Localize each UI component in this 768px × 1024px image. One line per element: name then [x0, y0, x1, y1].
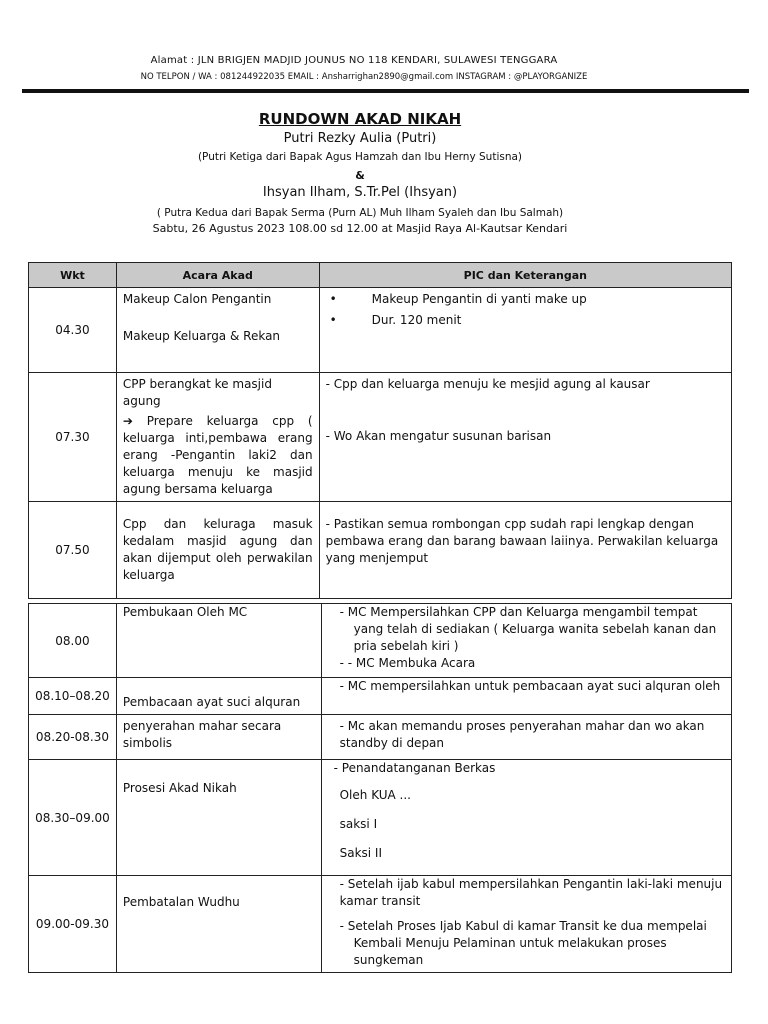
- pic-cell: [319, 502, 731, 599]
- time-cell: 07.50: [29, 502, 117, 599]
- pic-line: Makeup Pengantin di yanti make up: [371, 292, 587, 306]
- pic-line: - Penandatanganan Berkas: [333, 761, 496, 775]
- pic-cell: [321, 678, 731, 715]
- time-cell: 04.30: [29, 288, 117, 373]
- pic-line: - Cpp dan keluarga menuju ke mesjid agung al kausar: [325, 377, 650, 391]
- pic-line: - MC Mempersilahkan CPP dan Keluarga mengambil tempat: [339, 605, 698, 619]
- bride-name: Putri Rezky Aulia (Putri): [283, 131, 437, 146]
- pic-cell: [319, 288, 731, 373]
- pic-line: - Mc akan memandu proses penyerahan mahar dan wo akan standby di depan: [339, 719, 705, 750]
- acara-line: Makeup Calon Pengantin: [122, 292, 272, 306]
- pic-cell: [321, 876, 731, 973]
- table-row: [29, 604, 732, 678]
- table-header-row: [29, 263, 732, 288]
- acara-cell: [116, 373, 319, 502]
- acara-cell: [116, 760, 321, 876]
- pic-line: - Pastikan semua rombongan cpp sudah rapi lengkap dengan pembawa erang dan barang bawaan laiinya. Perwakilan keluarga yang menjemput: [325, 517, 719, 565]
- address-line: Alamat : JLN BRIGJEN MADJID JOUNUS NO 118 KENDARI, SULAWESI TENGGARA: [150, 55, 558, 66]
- pic-line: - Setelah Proses Ijab Kabul di kamar Transit ke dua mempelai: [339, 919, 707, 933]
- acara-cell: [116, 604, 321, 678]
- header-pic: PIC dan Keterangan: [319, 263, 731, 288]
- acara-line: Pembatalan Wudhu: [122, 895, 240, 909]
- pic-cell: [321, 604, 731, 678]
- pic-line: Dur. 120 menit: [371, 313, 462, 327]
- pic-cell: [321, 715, 731, 760]
- acara-line: Cpp dan keluraga masuk kedalam masjid agung dan akan dijemput oleh perwakilan keluarga: [122, 517, 313, 582]
- time-cell: 09.00-09.30: [29, 876, 117, 973]
- date-place: Sabtu, 26 Agustus 2023 108.00 sd 12.00 at Masjid Raya Al-Kautsar Kendari: [152, 222, 568, 235]
- pic-line: - Setelah ijab kabul mempersilahkan Pengantin laki-laki menuju kamar transit: [339, 877, 723, 908]
- table-row: [29, 373, 732, 502]
- pic-line: Saksi II: [339, 846, 383, 860]
- table-row: [29, 288, 732, 373]
- pic-line: - MC mempersilahkan untuk pembacaan ayat suci alquran oleh: [339, 679, 721, 693]
- groom-parents: ( Putra Kedua dari Bapak Serma (Purn AL) Muh Ilham Syaleh dan Ibu Salmah): [156, 207, 564, 219]
- pic-line: - Wo Akan mengatur susunan barisan: [325, 429, 552, 443]
- acara-line: Makeup Keluarga & Rekan: [122, 329, 281, 343]
- time-cell: 08.00: [29, 604, 117, 678]
- pic-line: Oleh KUA ...: [339, 788, 411, 802]
- acara-line: Pembukaan Oleh MC: [122, 605, 248, 619]
- table-row: [29, 715, 732, 760]
- time-cell: 08.30–09.00: [29, 760, 117, 876]
- pic-line: yang telah di sediakan ( Keluarga wanita sebelah kanan dan: [353, 622, 717, 636]
- time-cell: 08.10–08.20: [29, 678, 117, 715]
- header-wkt: Wkt: [29, 263, 117, 288]
- document-title: RUNDOWN AKAD NIKAH: [258, 110, 462, 128]
- acara-line: penyerahan mahar secara simbolis: [122, 719, 282, 750]
- header-divider: [22, 89, 749, 93]
- pic-line: pria sebelah kiri ): [353, 639, 459, 653]
- acara-cell: [116, 715, 321, 760]
- contact-line: NO TELPON / WA : 081244922035 EMAIL : Ansharrighan2890@gmail.com INSTAGRAM : @PLAYORGANIZE: [140, 72, 588, 82]
- acara-cell: [116, 502, 319, 599]
- rundown-table-1: [28, 262, 732, 599]
- acara-line: Pembacaan ayat suci alquran: [122, 695, 301, 709]
- table-row: [29, 760, 732, 876]
- pic-cell: [321, 760, 731, 876]
- acara-cell: [116, 288, 319, 373]
- pic-cell: [319, 373, 731, 502]
- acara-line: ➔ Prepare keluarga cpp ( keluarga inti,pembawa erang erang -Pengantin laki2 dan keluarga menuju ke masjid agung bersama keluarga: [122, 414, 313, 496]
- acara-cell: [116, 678, 321, 715]
- bride-parents: (Putri Ketiga dari Bapak Agus Hamzah dan Ibu Herny Sutisna): [197, 151, 523, 163]
- acara-line: CPP berangkat ke masjid agung: [122, 377, 272, 408]
- acara-line: Prosesi Akad Nikah: [122, 781, 237, 795]
- table-row: [29, 876, 732, 973]
- groom-name: Ihsyan Ilham, S.Tr.Pel (Ihsyan): [262, 185, 458, 200]
- table-row: [29, 502, 732, 599]
- pic-line: - - MC Membuka Acara: [339, 656, 476, 670]
- time-cell: 07.30: [29, 373, 117, 502]
- acara-cell: [116, 876, 321, 973]
- pic-line: saksi I: [339, 817, 378, 831]
- pic-line: Kembali Menuju Pelaminan untuk melakukan proses sungkeman: [353, 936, 667, 967]
- header-acara: Acara Akad: [116, 263, 319, 288]
- ampersand: &: [355, 169, 365, 182]
- rundown-table-2: [28, 603, 732, 973]
- table-row: [29, 678, 732, 715]
- time-cell: 08.20-08.30: [29, 715, 117, 760]
- bullet-icon: •: [329, 313, 337, 327]
- bullet-icon: •: [329, 292, 337, 306]
